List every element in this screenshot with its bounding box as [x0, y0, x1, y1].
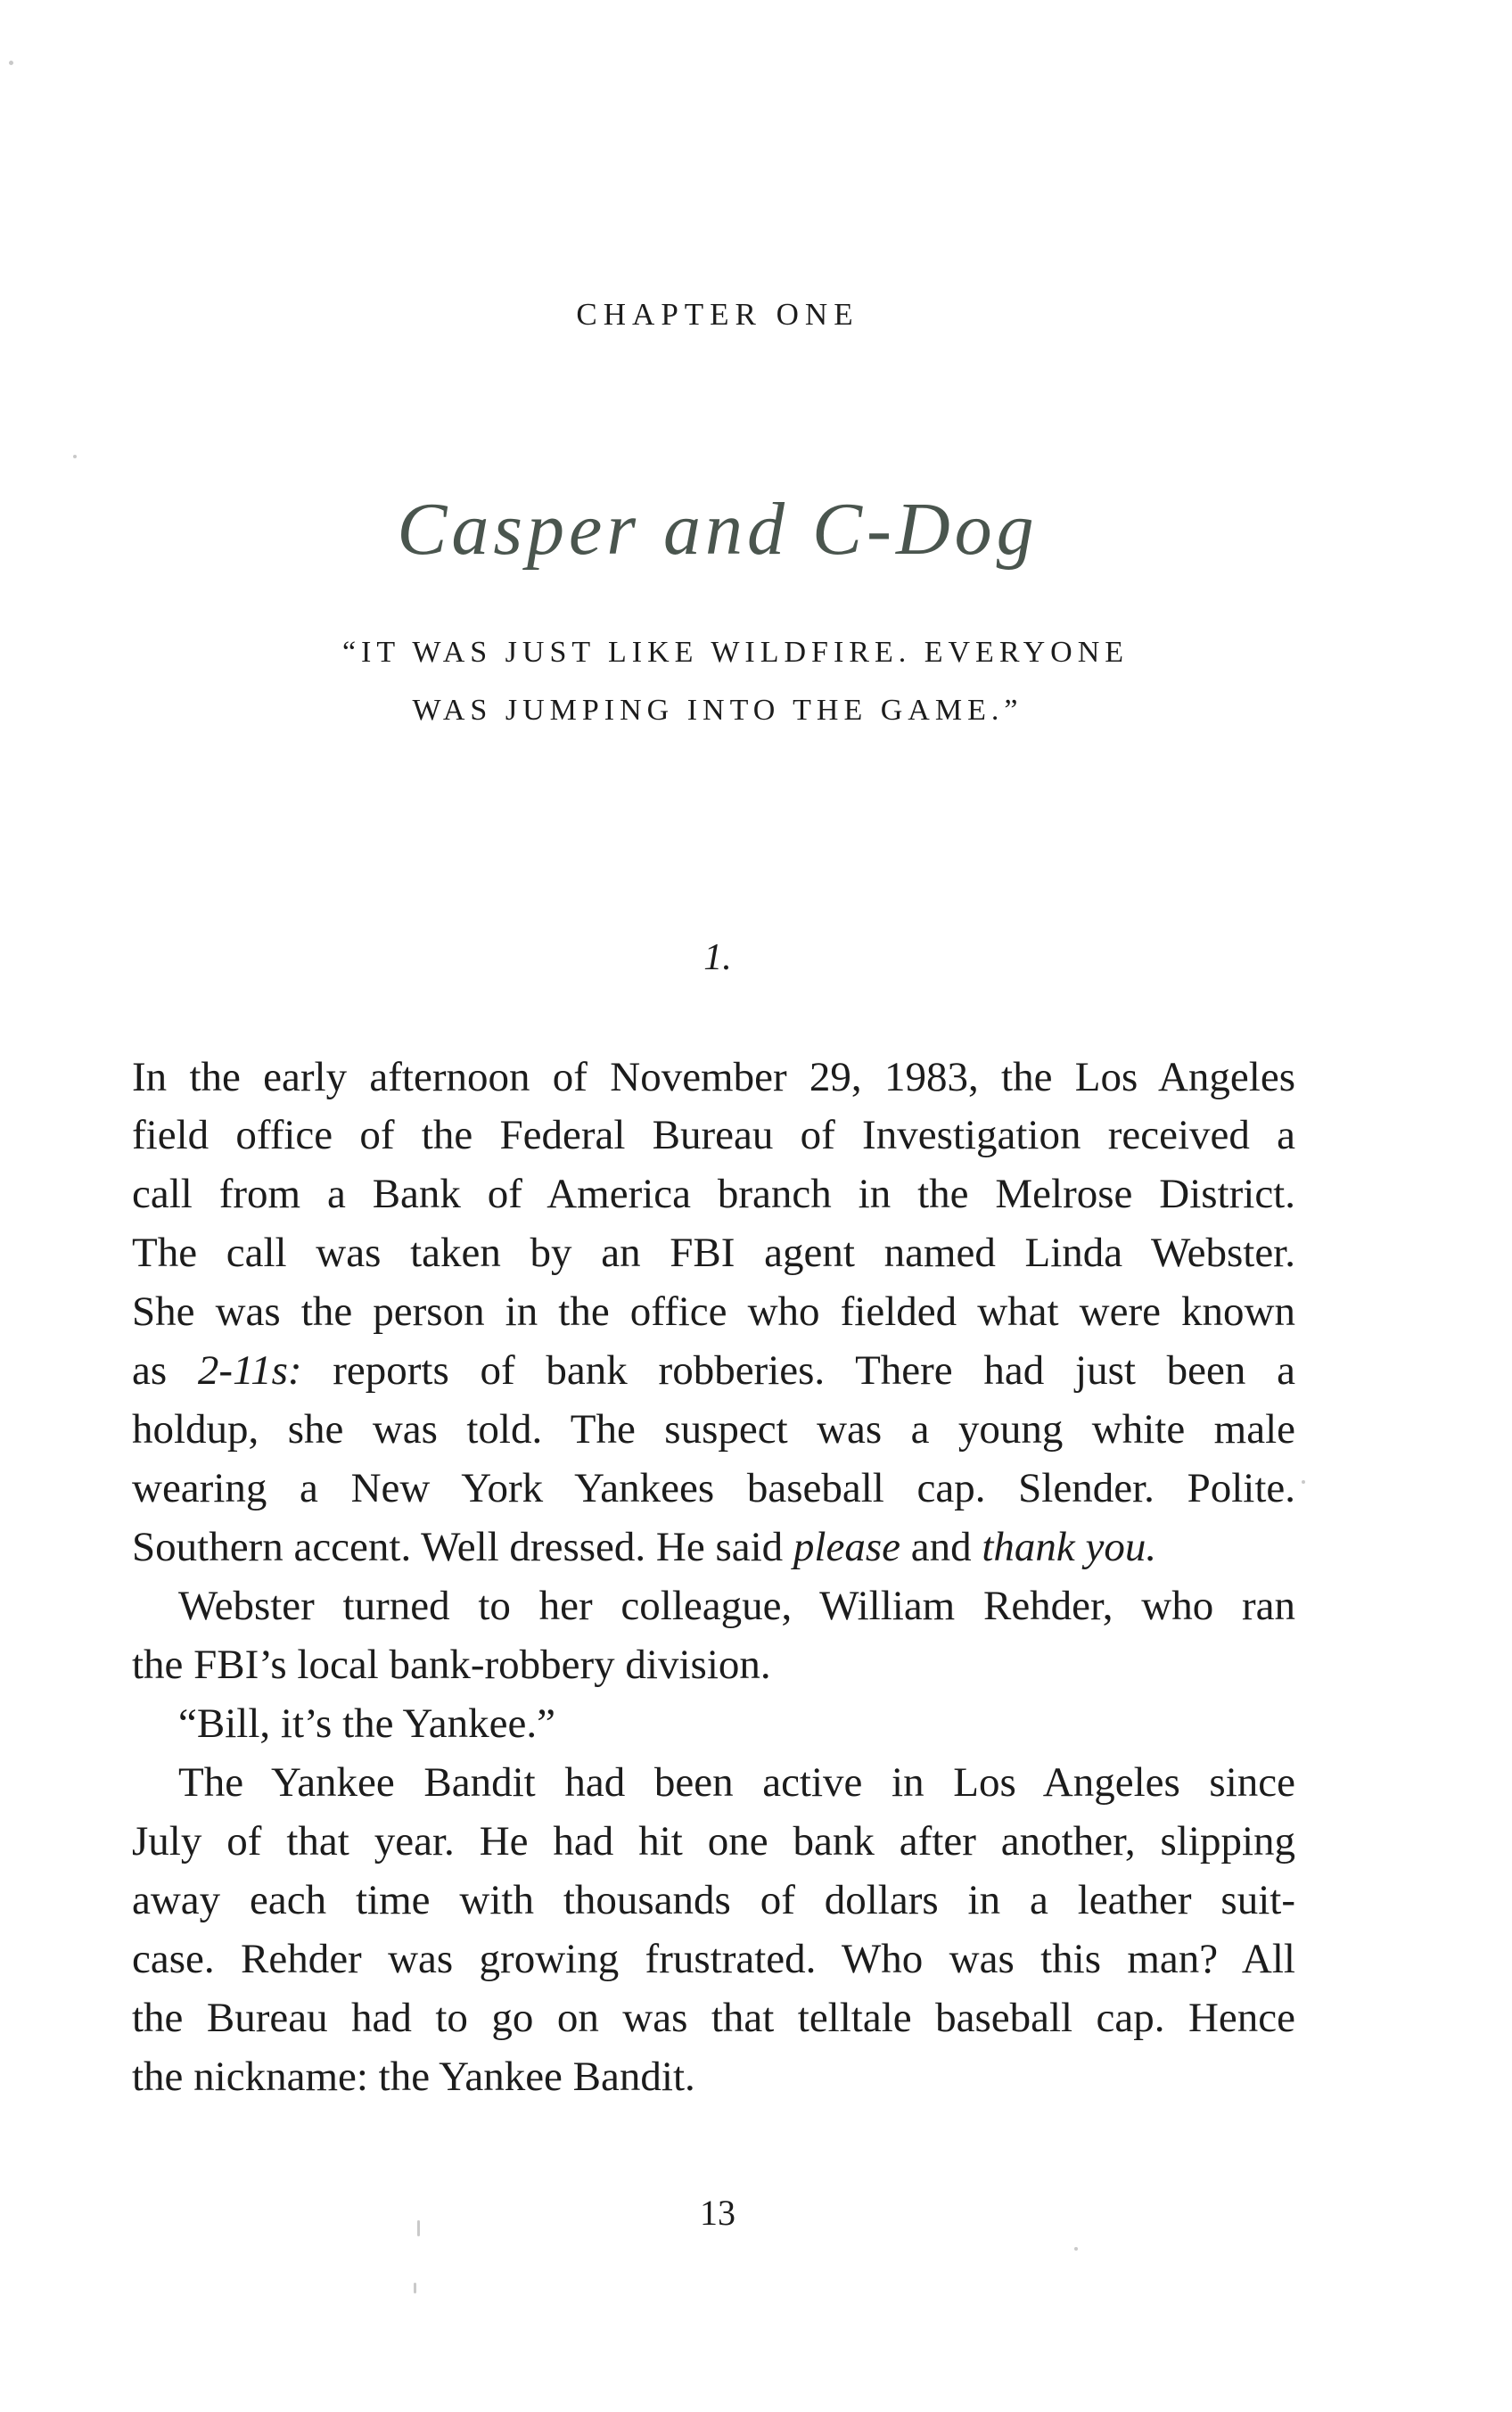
italic-word: thank you.	[982, 1524, 1157, 1570]
italic-term: 2-11s:	[197, 1347, 302, 1394]
italic-word: please	[793, 1524, 900, 1570]
text-line: July of that year. He had hit one bank after another, slipping	[132, 1818, 1295, 1865]
text-run: as	[132, 1347, 198, 1394]
text-line: the Bureau had to go on was that telltale baseball cap. Hence	[132, 1995, 1295, 2041]
scan-speck	[73, 455, 77, 458]
text-run: reports of bank robberies. There had just been a	[301, 1347, 1295, 1394]
chapter-title: Casper and C-Dog	[397, 488, 1039, 571]
page-number: 13	[700, 2193, 735, 2233]
text-line	[132, 1344, 1295, 1397]
epigraph-line: “IT WAS JUST LIKE WILDFIRE. EVERYONE	[341, 636, 1130, 669]
scan-speck	[9, 61, 13, 65]
chapter-label: CHAPTER ONE	[576, 297, 859, 332]
text-run: Southern accent. Well dressed. He said	[132, 1524, 793, 1570]
section-number: 1.	[703, 937, 732, 978]
text-line: the FBI’s local bank-robbery division.	[132, 1642, 771, 1688]
text-line: field office of the Federal Bureau of Investigation received a	[132, 1112, 1295, 1158]
epigraph-line: WAS JUMPING INTO THE GAME.”	[412, 694, 1023, 727]
text-line: away each time with thousands of dollars in a leather suit-	[132, 1877, 1295, 1923]
text-line: “Bill, it’s the Yankee.”	[178, 1700, 555, 1747]
text-line: the nickname: the Yankee Bandit.	[132, 2054, 695, 2100]
text-line: The call was taken by an FBI agent named Linda Webster.	[132, 1230, 1295, 1276]
text-line: wearing a New York Yankees baseball cap. Slender. Polite.	[132, 1465, 1295, 1511]
text-line: The Yankee Bandit had been active in Los Angeles since	[178, 1759, 1295, 1806]
text-line: She was the person in the office who fielded what were known	[132, 1288, 1295, 1335]
text-run: and	[900, 1524, 982, 1570]
text-line: In the early afternoon of November 29, 1983, the Los Angeles	[132, 1054, 1295, 1100]
scan-speck	[414, 2283, 416, 2293]
text-line: Webster turned to her colleague, William Rehder, who ran	[178, 1583, 1295, 1629]
text-line: call from a Bank of America branch in the Melrose District.	[132, 1171, 1295, 1217]
scan-speck	[1074, 2247, 1078, 2251]
text-line: holdup, she was told. The suspect was a young white male	[132, 1406, 1295, 1453]
text-line: case. Rehder was growing frustrated. Who was this man? All	[132, 1936, 1295, 1982]
scan-speck	[1302, 1480, 1305, 1484]
text-line	[132, 1520, 1295, 1574]
